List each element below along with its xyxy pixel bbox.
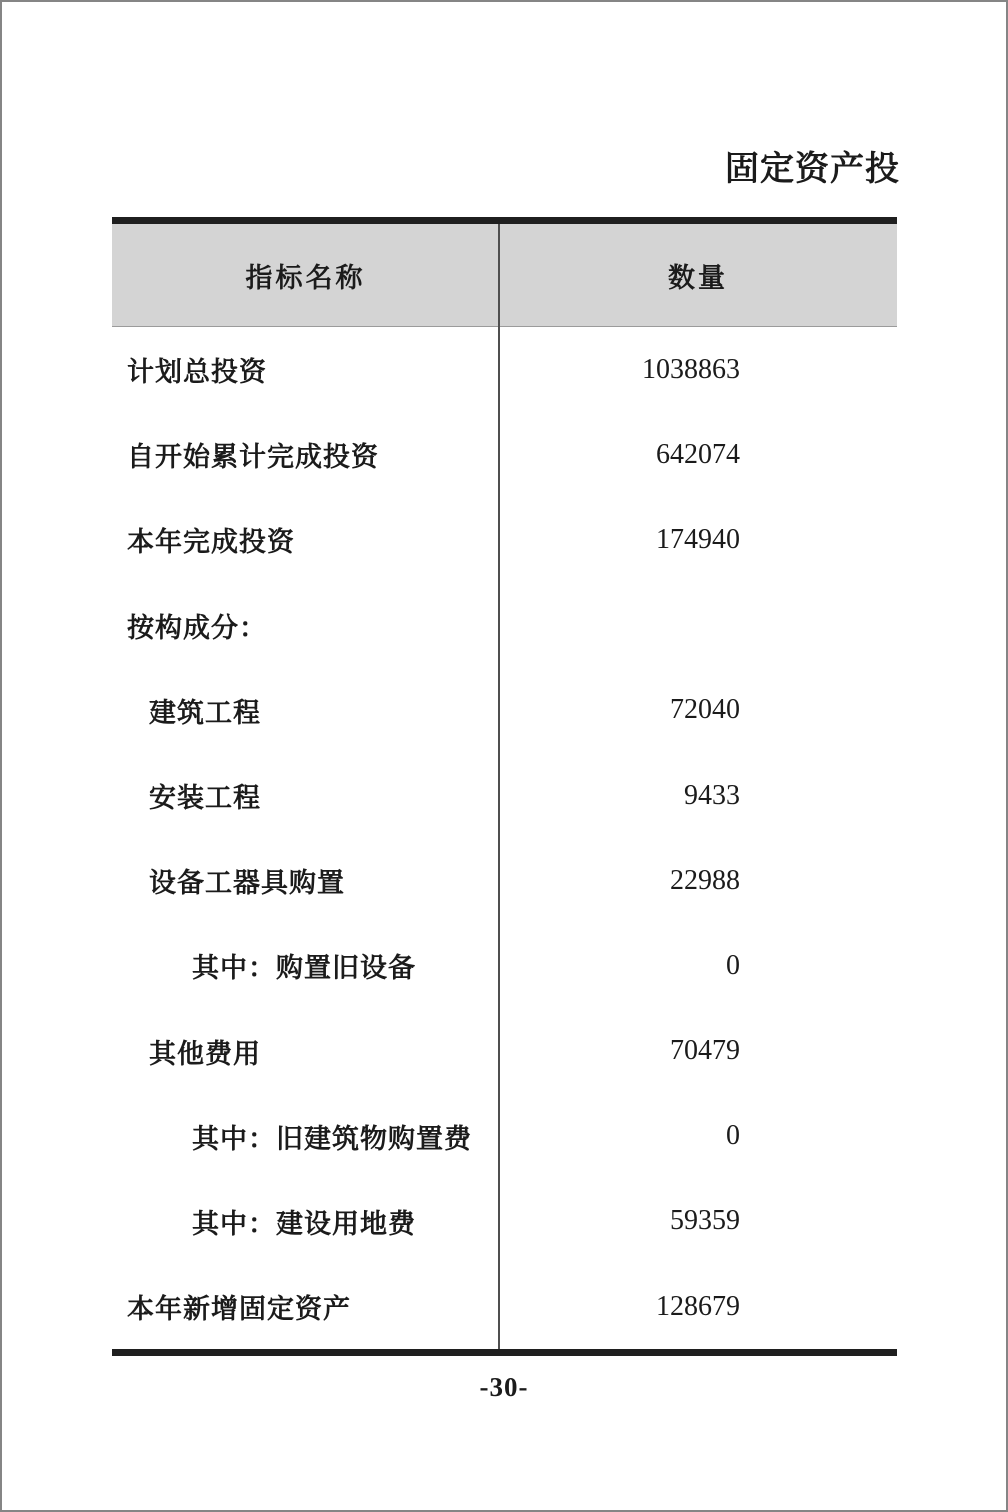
row-label: 其中：建设用地费 (192, 1208, 416, 1239)
row-value: 174940 (656, 523, 740, 555)
row-value: 59359 (670, 1205, 740, 1237)
table-row (112, 412, 897, 497)
row-label: 安装工程 (149, 783, 261, 814)
table-row (112, 1264, 897, 1349)
row-label: 本年新增固定资产 (127, 1294, 351, 1325)
table-row (112, 668, 897, 753)
page-title: 固定资产投 (725, 151, 900, 188)
data-table (112, 217, 897, 1356)
row-label: 本年完成投资 (127, 527, 295, 558)
table-row (112, 583, 897, 668)
row-label: 设备工器具购置 (149, 868, 345, 899)
table-row (112, 838, 897, 923)
header-cell-quantity: 数量 (668, 262, 728, 293)
header-cell-indicator-name: 指标名称 (245, 262, 366, 293)
row-label: 其中：购置旧设备 (192, 953, 416, 984)
row-value: 72040 (670, 694, 740, 726)
row-value: 9433 (684, 779, 740, 811)
table-row (112, 923, 897, 1008)
row-value: 642074 (656, 438, 740, 470)
row-value: 70479 (670, 1035, 740, 1067)
table-row (112, 497, 897, 582)
table-row (112, 1009, 897, 1094)
row-label: 建筑工程 (149, 697, 261, 728)
table-row (112, 753, 897, 838)
table-row (112, 327, 897, 412)
column-divider (498, 224, 500, 1349)
page-number: -30- (479, 1372, 529, 1402)
row-value: 128679 (656, 1290, 740, 1322)
row-value: 0 (726, 1120, 740, 1152)
table-header (112, 224, 897, 327)
row-value: 0 (726, 949, 740, 981)
row-label: 按构成分： (127, 612, 267, 643)
table-bottom-border (112, 1349, 897, 1356)
table-row (112, 1094, 897, 1179)
table-body (112, 327, 897, 1349)
table-top-border (112, 217, 897, 224)
row-value: 1038863 (642, 353, 740, 385)
table-row (112, 1179, 897, 1264)
row-label: 自开始累计完成投资 (127, 442, 379, 473)
row-label: 其他费用 (149, 1038, 261, 1069)
row-value: 22988 (670, 864, 740, 896)
row-label: 其中：旧建筑物购置费 (192, 1123, 472, 1154)
row-label: 计划总投资 (127, 357, 267, 388)
